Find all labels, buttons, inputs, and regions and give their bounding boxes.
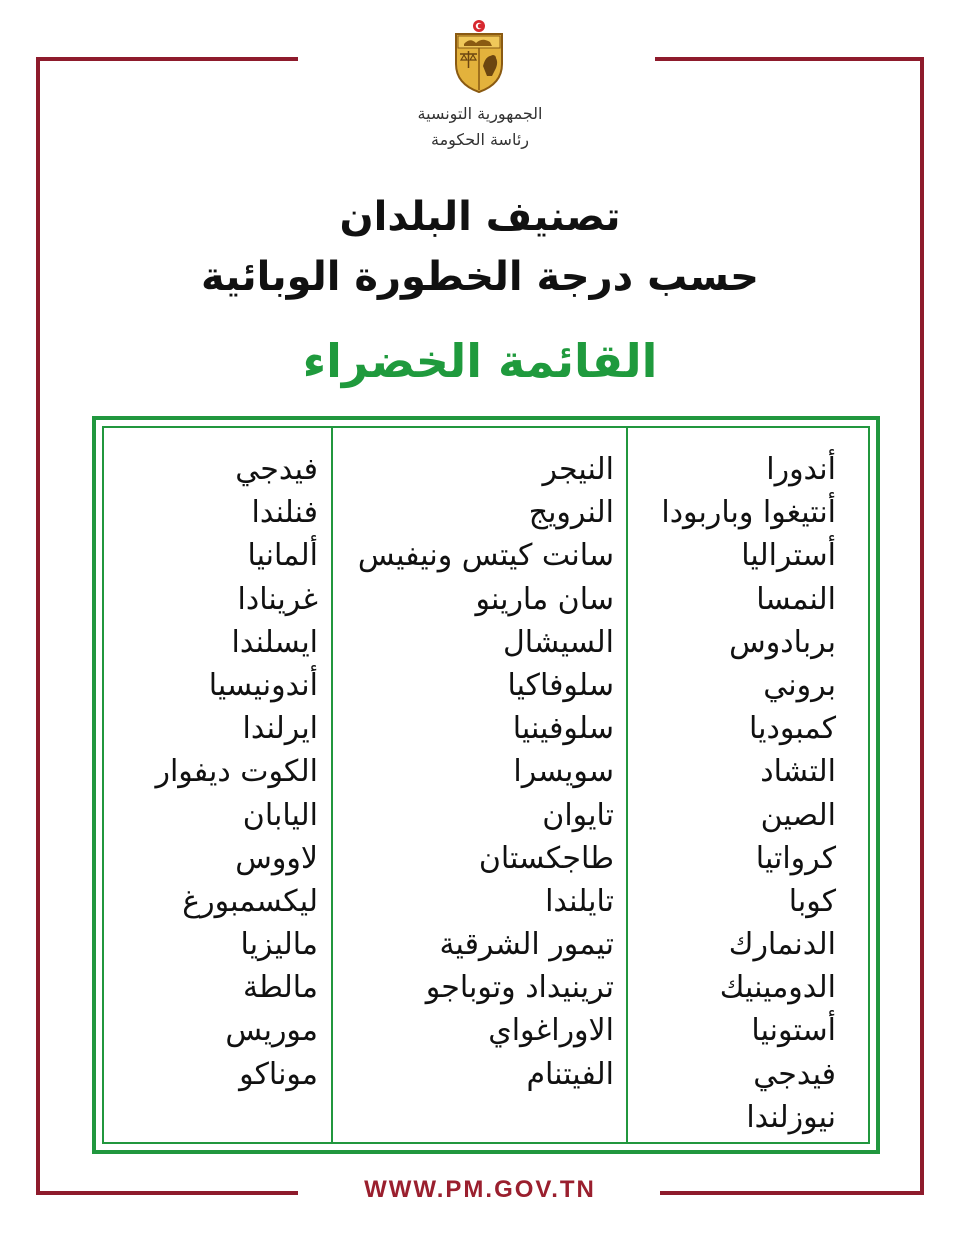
footer-website-link[interactable]: WWW.PM.GOV.TN [364,1176,596,1203]
tunisia-coat-of-arms-icon [446,18,512,94]
country-item: الاوراغواي [488,1013,614,1049]
country-item: أندورا [766,452,836,487]
country-item: تايوان [542,797,614,833]
country-item: ايرلندا [242,711,318,747]
republic-name: الجمهورية التونسية [417,104,543,123]
country-item: نيوزلندا [746,1099,836,1135]
country-item: سلوفاكيا [507,667,614,703]
country-item: فيدجي [235,452,318,487]
country-item: طاجكستان [478,840,614,876]
frame-right [920,57,924,1195]
presidency-name: رئاسة الحكومة [430,130,530,149]
country-item: الكوت ديفوار [155,754,318,790]
country-item: بربادوس [729,624,836,660]
frame-top-left [36,57,298,61]
country-item: النمسا [756,581,836,617]
title-line2: حسب درجة الخطورة الوبائية [201,254,759,300]
country-item: النرويج [528,495,614,531]
country-item: فنلندا [251,495,318,531]
country-column-left [155,448,318,1096]
country-item: سلوفينيا [512,711,614,747]
country-item: لاووس [235,840,318,876]
column-divider-1 [331,426,333,1144]
frame-left [36,57,40,1195]
country-item: بروني [763,667,836,703]
country-item: الفيتنام [526,1056,614,1092]
country-item: النيجر [542,452,614,487]
country-item: ترينيداد وتوباجو [425,970,614,1006]
country-item: موريس [225,1013,318,1049]
country-item: تيمور الشرقية [439,927,614,963]
country-item: الدنمارك [728,927,836,963]
country-item: أستراليا [741,538,836,574]
country-item: اليابان [242,797,318,833]
country-item: تايلندا [545,883,614,919]
country-item: سان مارينو [475,581,614,617]
country-item: غرينادا [237,581,318,617]
country-item: فيدجي [753,1056,836,1092]
frame-top-right [655,57,924,61]
country-item: كرواتيا [755,840,836,876]
country-item: أستونيا [751,1013,836,1049]
country-item: أنتيغوا وباربودا [661,495,836,531]
country-item: التشاد [760,754,836,790]
country-item: سانت كيتس ونيفيس [357,538,614,574]
country-column-middle [358,448,614,1096]
country-item: كمبوديا [748,711,836,747]
country-item: أندونيسيا [208,667,318,703]
country-item: ايسلندا [231,624,318,660]
country-item: مالطة [242,970,318,1006]
column-divider-2 [626,426,628,1144]
country-item: الدومينيك [719,970,836,1006]
country-column-right [661,448,836,1139]
country-item: السيشال [503,624,614,660]
frame-bottom-right [660,1191,924,1195]
country-item: ليكسمبورغ [182,883,318,919]
green-list-title: القائمة الخضراء [302,334,658,388]
country-item: سويسرا [513,754,614,790]
country-item: الصين [760,797,836,833]
title-line1: تصنيف البلدان [339,194,621,240]
country-item: موناكو [239,1056,318,1092]
country-item: ماليزيا [240,927,318,963]
frame-bottom-left [36,1191,298,1195]
country-item: ألمانيا [247,538,318,574]
country-item: كوبا [788,883,836,919]
